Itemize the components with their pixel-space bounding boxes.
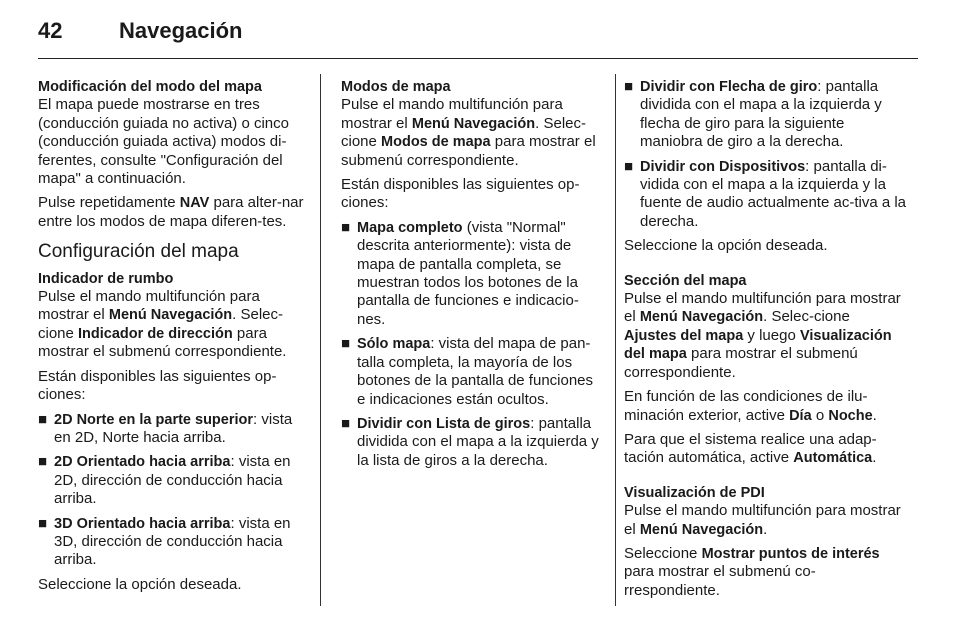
paragraph: En función de las condiciones de ilu-minación exterior, active Día o Noche. [624, 388, 877, 424]
subheading: Visualización de PDI [624, 484, 765, 501]
bullet-icon: ■ [341, 335, 351, 353]
paragraph: Pulse el mando multifunción para mostrar el Menú Navegación. Selec-cione Modos de mapa para mostrar el submenú correspondiente. [341, 96, 596, 169]
column-divider [615, 74, 616, 606]
list-item: ■ Dividir con Dispositivos: pantalla di-vidida con el mapa a la izquierda y la fuente de audio actualmente ac-tiva a la derecha. [624, 157, 907, 230]
paragraph: Están disponibles las siguientes op-ciones: [38, 367, 277, 404]
paragraph: Seleccione Mostrar puntos de interés para mostrar el submenú co-rrespondiente. [624, 544, 880, 599]
bullet-icon: ■ [341, 218, 351, 236]
list-item: ■ Sólo mapa: vista del mapa de pan-talla completa, la mayoría de los botones de la pantalla de funciones e indicaciones están ocultos. [341, 335, 594, 408]
column-divider [320, 74, 321, 606]
subheading: Sección del mapa [624, 272, 747, 289]
page-title: Navegación [119, 18, 243, 43]
paragraph: Pulse el mando multifunción para mostrar el Menú Navegación. Selec-cione Indicador de dirección para mostrar el submenú correspondiente. [38, 288, 287, 361]
paragraph: El mapa puede mostrarse en tres (conducción guiada no activa) o cinco (conducción guiada activa) modos di-ferentes, consulte "Configuración del mapa" a continuación. [38, 96, 289, 188]
bullet-icon: ■ [624, 157, 634, 175]
subheading: Modos de mapa [341, 79, 451, 95]
paragraph: Seleccione la opción deseada. [624, 237, 828, 255]
subheading: Indicador de rumbo [38, 270, 174, 287]
column-2 [341, 78, 603, 476]
paragraph: Pulse repetidamente NAV para alter-nar entre los modos de mapa diferen-tes. [38, 194, 304, 230]
list-item: ■ Dividir con Flecha de giro: pantalla dividida con el mapa a la izquierda y flecha de giro para la siguiente maniobra de giro a la derecha. [624, 78, 882, 151]
list-item: ■ 2D Orientado hacia arriba: vista en 2D, dirección de conducción hacia arriba. [38, 453, 291, 508]
paragraph: Están disponibles las siguientes op-ciones: [341, 176, 580, 212]
paragraph: Pulse el mando multifunción para mostrar el Menú Navegación. [624, 502, 901, 538]
bullet-icon: ■ [38, 453, 48, 471]
column-3 [624, 78, 906, 606]
column-1 [38, 78, 306, 600]
paragraph: Pulse el mando multifunción para mostrar el Menú Navegación. Selec-cione Ajustes del mapa y luego Visualización del mapa para mostrar el submenú correspondiente. [624, 290, 901, 381]
list-item: ■ Dividir con Lista de giros: pantalla dividida con el mapa a la izquierda y la lista de giros a la derecha. [341, 414, 599, 469]
header-rule [38, 58, 918, 59]
bullet-icon: ■ [38, 514, 48, 532]
subheading: Modificación del modo del mapa [38, 79, 262, 95]
paragraph: Para que el sistema realice una adap-tación automática, active Automática. [624, 430, 877, 467]
page-number: 42 [38, 18, 63, 43]
paragraph: Seleccione la opción deseada. [38, 575, 242, 593]
bullet-icon: ■ [624, 78, 634, 95]
list-item: ■ Mapa completo (vista "Normal" descrita anteriormente): vista de mapa de pantalla completa, se muestran todos los botones de la pantalla de funciones e indicacio-nes. [341, 218, 579, 328]
list-item: ■ 2D Norte en la parte superior: vista en 2D, Norte hacia arriba. [38, 410, 293, 446]
bullet-icon: ■ [341, 414, 351, 432]
section-title: Configuración del mapa [38, 241, 239, 263]
list-item: ■ 3D Orientado hacia arriba: vista en 3D, dirección de conducción hacia arriba. [38, 514, 291, 569]
bullet-icon: ■ [38, 410, 48, 428]
